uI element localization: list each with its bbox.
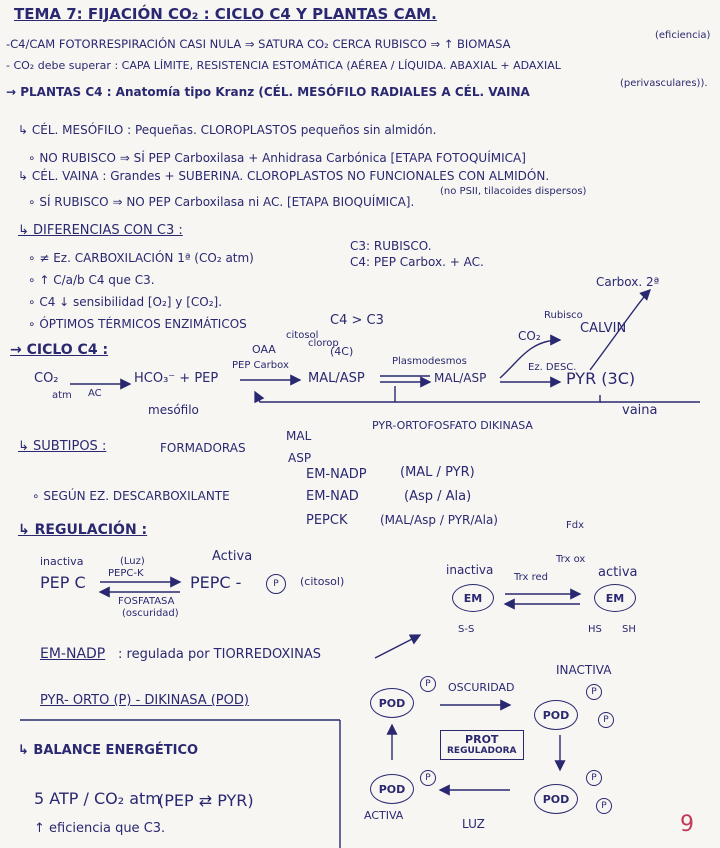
biomasa-note: (eficiencia) xyxy=(655,30,711,41)
em-hs: HS xyxy=(588,624,602,635)
regulacion-citosol: (citosol) xyxy=(300,575,345,588)
diferencias-item-2: ∘ ↑ C/a/b C4 que C3. xyxy=(28,273,155,287)
em-nadp-label: EM-NADP xyxy=(40,646,106,662)
em-sh: SH xyxy=(622,624,636,635)
ciclo-calvin: CALVIN xyxy=(580,321,627,336)
em-fdx: Fdx xyxy=(566,520,585,531)
em-inactiva: inactiva xyxy=(446,563,494,577)
subtipos-em-nadp-val: (MAL / PYR) xyxy=(400,465,475,480)
balance-eficiencia: ↑ eficiencia que C3. xyxy=(34,821,166,836)
pod-heading: PYR- ORTO (P) - DIKINASA (POD) xyxy=(40,693,249,708)
ciclo-citosol: citosol xyxy=(286,330,319,341)
page-number: 9 xyxy=(680,812,694,837)
prot-reguladora-box xyxy=(440,730,524,760)
plantas-c4-line: → PLANTAS C4 : Anatomía tipo Kranz (CÉL. MESÓFILO RADIALES A CÉL. VAINA xyxy=(6,85,530,99)
regulacion-activa: Activa xyxy=(212,549,253,564)
diferencias-c3: C3: RUBISCO. xyxy=(350,239,432,253)
ciclo-carbox-2: Carbox. 2ª xyxy=(596,275,660,289)
pod-circle-top-right: POD xyxy=(534,700,578,730)
ciclo-atm: atm xyxy=(52,390,72,401)
page-title: TEMA 7: FIJACIÓN CO₂ : CICLO C4 Y PLANTAS CAM. xyxy=(14,5,437,23)
em-inactive-circle: EM xyxy=(452,584,494,612)
ciclo-hco3: HCO₃⁻ + PEP xyxy=(134,371,219,386)
pod-phosphate-2: P xyxy=(586,684,602,700)
subtipos-pepck-val: (MAL/Asp / PYR/Ala) xyxy=(380,513,498,527)
ciclo-heading: → CICLO C4 : xyxy=(10,342,109,358)
diferencias-item-3: ∘ C4 ↓ sensibilidad [O₂] y [CO₂]. xyxy=(28,295,223,309)
ciclo-mal-asp: MAL/ASP xyxy=(308,371,365,386)
subtipos-em-nad: EM-NAD xyxy=(306,489,359,504)
ciclo-co2-2: CO₂ xyxy=(518,329,541,343)
regulacion-pepc-p: PEPC - xyxy=(190,573,242,592)
balance-heading: ↳ BALANCE ENERGÉTICO xyxy=(18,743,199,758)
pod-phosphate-3: P xyxy=(598,712,614,728)
pod-phosphate-5: P xyxy=(586,770,602,786)
ciclo-pep-carbox: PEP Carbox xyxy=(232,360,289,371)
regulacion-oscuridad: (oscuridad) xyxy=(122,608,179,619)
regulacion-pepck: PEPC-K xyxy=(108,568,144,579)
balance-pep-pyr: (PEP ⇄ PYR) xyxy=(158,791,254,810)
regulacion-pepc: PEP C xyxy=(40,573,86,592)
diferencias-item-1: ∘ ≠ Ez. CARBOXILACIÓN 1ª (CO₂ atm) xyxy=(28,251,254,265)
ciclo-mal-asp-2: MAL/ASP xyxy=(434,371,487,385)
em-activa: activa xyxy=(598,565,638,580)
phosphate-icon: P xyxy=(266,574,286,594)
vaina-note: (no PSII, tilacoides dispersos) xyxy=(440,186,587,197)
subtipos-em-nadp: EM-NADP xyxy=(306,467,367,482)
ciclo-plasmodesmos: Plasmodesmos xyxy=(392,356,467,367)
subtipos-em-nad-val: (Asp / Ala) xyxy=(404,489,472,504)
regulacion-heading: ↳ REGULACIÓN : xyxy=(18,522,148,538)
pod-prot: PROT xyxy=(465,733,499,746)
em-nadp-regulada: : regulada por TIORREDOXINAS xyxy=(118,647,321,662)
perivasculares-note: (perivasculares)). xyxy=(620,78,708,89)
ciclo-pyr: PYR (3C) xyxy=(566,369,636,388)
diferencias-item-4: ∘ ÓPTIMOS TÉRMICOS ENZIMÁTICOS xyxy=(28,317,247,331)
pod-phosphate-6: P xyxy=(596,798,612,814)
ciclo-mesofilo: mesófilo xyxy=(148,403,199,417)
regulacion-inactiva: inactiva xyxy=(40,555,84,568)
pod-circle-top-left: POD xyxy=(370,688,414,718)
pod-phosphate-4: P xyxy=(420,770,436,786)
ciclo-4c: (4C) xyxy=(330,345,354,358)
subtipos-heading: ↳ SUBTIPOS : xyxy=(18,439,107,454)
pod-circle-bottom-left: POD xyxy=(370,774,414,804)
pod-luz: LUZ xyxy=(462,817,485,831)
diferencias-c4: C4: PEP Carbox. + AC. xyxy=(350,255,484,269)
ciclo-clorop: clorop xyxy=(308,338,339,349)
ciclo-rubisco: Rubisco xyxy=(544,310,583,321)
intro-line-2: - CO₂ debe superar : CAPA LÍMITE, RESISTENCIA ESTOMÁTICA (AÉREA / LÍQUIDA. ABAXIAL + ADAXIAL xyxy=(6,59,561,72)
subtipos-asp: ASP xyxy=(288,451,312,465)
mesofilo-heading: ↳ CÉL. MESÓFILO : Pequeñas. CLOROPLASTOS pequeños sin almidón. xyxy=(18,123,437,137)
pod-phosphate-1: P xyxy=(420,676,436,692)
ciclo-pyr-orto: PYR-ORTOFOSFATO DIKINASA xyxy=(372,419,533,432)
intro-line-1: -C4/CAM FOTORRESPIRACIÓN CASI NULA ⇒ SATURA CO₂ CERCA RUBISCO ⇒ ↑ BIOMASA xyxy=(6,37,511,51)
subtipos-formadoras: FORMADORAS xyxy=(160,441,246,455)
ciclo-oaa: OAA xyxy=(252,343,276,356)
pod-inactiva: INACTIVA xyxy=(556,663,612,677)
pod-activa: ACTIVA xyxy=(364,809,404,822)
ciclo-co2: CO₂ xyxy=(34,371,59,386)
subtipos-mal: MAL xyxy=(286,429,312,443)
em-ss: S-S xyxy=(458,624,475,635)
regulacion-fosfatasa: FOSFATASA xyxy=(118,596,175,607)
pod-oscuridad: OSCURIDAD xyxy=(448,681,515,694)
vaina-heading: ↳ CÉL. VAINA : Grandes + SUBERINA. CLOROPLASTOS NO FUNCIONALES CON ALMIDÓN. xyxy=(18,169,550,183)
subtipos-segun: ∘ SEGÚN EZ. DESCARBOXILANTE xyxy=(32,489,230,503)
ciclo-vaina: vaina xyxy=(622,403,658,418)
pod-reguladora: REGULADORA xyxy=(447,746,517,757)
diferencias-heading: ↳ DIFERENCIAS CON C3 : xyxy=(18,223,183,238)
ciclo-ez-desc: Ez. DESC. xyxy=(528,362,577,373)
pod-circle-bottom-right: POD xyxy=(534,784,578,814)
vaina-detail: ∘ SÍ RUBISCO ⇒ NO PEP Carboxilasa ni AC. [ETAPA BIOQUÍMICA]. xyxy=(28,195,415,209)
em-active-circle: EM xyxy=(594,584,636,612)
subtipos-pepck: PEPCK xyxy=(306,513,348,528)
regulacion-luz: (Luz) xyxy=(120,556,145,567)
ciclo-ac: AC xyxy=(88,388,102,399)
diferencias-cmp: C4 > C3 xyxy=(330,313,384,328)
balance-atp: 5 ATP / CO₂ atm xyxy=(34,789,161,808)
em-trx-red: Trx red xyxy=(514,572,548,583)
em-trx-ox: Trx ox xyxy=(556,554,586,565)
mesofilo-detail: ∘ NO RUBISCO ⇒ SÍ PEP Carboxilasa + Anhidrasa Carbónica [ETAPA FOTOQUÍMICA] xyxy=(28,151,526,165)
